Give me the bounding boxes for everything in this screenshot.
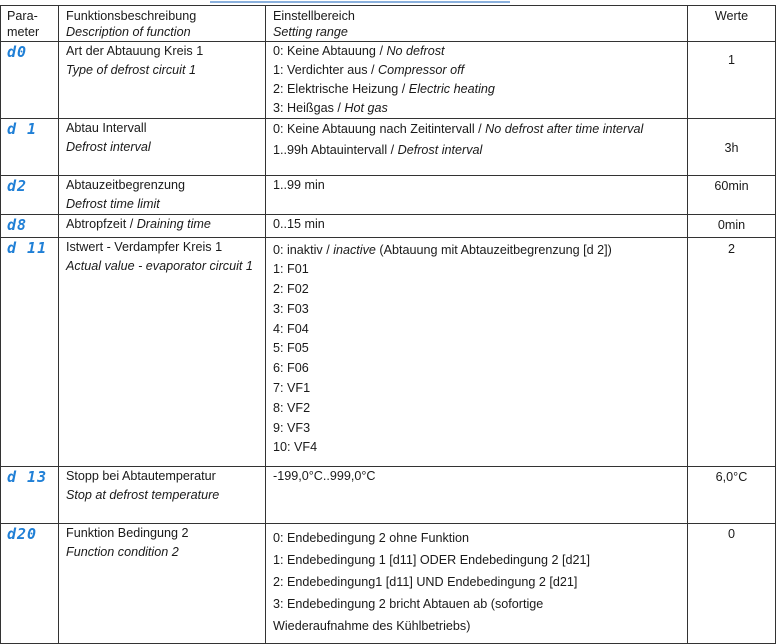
range-line-tail: (Abtauung mit Abtauzeitbegrenzung [d 2]) — [375, 242, 612, 257]
range-line — [273, 300, 687, 320]
range-line — [273, 527, 687, 549]
param-value: 1 — [727, 53, 735, 67]
range-line-de: 3: Endebedingung 2 bricht Abtauen ab (sofortige — [273, 596, 544, 611]
param-value: 6,0°C — [715, 469, 748, 484]
header-range-en: Setting range — [273, 25, 348, 39]
param-value: 60min — [714, 179, 749, 193]
function-cell — [59, 523, 266, 643]
param-code: d8 — [7, 216, 28, 234]
param-cell — [1, 523, 59, 643]
param-cell — [1, 176, 59, 215]
header-function — [59, 6, 266, 42]
range-line-de: 3: Heißgas / — [273, 101, 345, 115]
value-cell — [688, 237, 776, 466]
function-line-en: Stop at defrost temperature — [66, 487, 220, 502]
header-function-de: Funktionsbeschreibung — [66, 9, 197, 23]
function-line — [66, 524, 265, 543]
value-cell — [688, 523, 776, 643]
range-line-de: -199,0°C..999,0°C — [273, 468, 376, 483]
range-line — [273, 549, 687, 571]
range-line-de: 1..99h Abtauintervall / — [273, 143, 398, 157]
param-code: d0 — [7, 43, 28, 61]
function-cell — [59, 215, 266, 238]
param-cell — [1, 42, 59, 119]
range-cell — [266, 215, 688, 238]
table-row — [1, 523, 776, 643]
function-line-en: Type of defrost circuit 1 — [66, 63, 196, 77]
range-line-de: 2: F02 — [273, 282, 309, 297]
function-line — [66, 467, 265, 486]
range-line — [273, 241, 687, 261]
value-cell — [688, 466, 776, 523]
range-cell — [266, 237, 688, 466]
range-line-de: 0: Keine Abtauung nach Zeitintervall / — [273, 122, 486, 136]
value-cell — [688, 215, 776, 238]
range-line — [273, 359, 687, 379]
range-line-de: 3: F03 — [273, 301, 309, 316]
value-cell — [688, 42, 776, 119]
heading-underline — [210, 0, 510, 3]
range-line-en: Defrost interval — [397, 143, 483, 157]
range-line-de: 7: VF1 — [273, 381, 311, 396]
range-cell — [266, 119, 688, 176]
function-line-de: Istwert - Verdampfer Kreis 1 — [66, 239, 223, 254]
range-line-de: 0: Endebedingung 2 ohne Funktion — [273, 530, 470, 545]
range-line-de: 1..99 min — [273, 178, 325, 192]
range-line — [273, 339, 687, 359]
function-cell — [59, 176, 266, 215]
range-line-de: 5: F05 — [273, 341, 309, 356]
range-line-de: 1: Verdichter aus / — [273, 63, 379, 77]
function-line — [66, 257, 265, 276]
param-value: 2 — [727, 241, 735, 256]
range-line-de: 2: Endebedingung1 [d11] UND Endebedingung 2 [d21] — [273, 574, 578, 589]
range-line-de: 2: Elektrische Heizung / — [273, 82, 409, 96]
function-cell — [59, 42, 266, 119]
range-line-de: 10: VF4 — [273, 440, 318, 455]
function-cell — [59, 237, 266, 466]
range-cell — [266, 42, 688, 119]
header-values-label: Werte — [714, 9, 749, 23]
range-line — [273, 215, 687, 234]
function-line — [66, 176, 265, 195]
range-line — [273, 593, 687, 615]
range-line — [273, 61, 687, 80]
function-cell — [59, 466, 266, 523]
header-range — [266, 6, 688, 42]
range-line — [273, 99, 687, 118]
range-cell — [266, 176, 688, 215]
function-line-de: Abtauzeitbegrenzung — [66, 178, 186, 192]
function-line — [66, 195, 265, 214]
range-line — [273, 176, 687, 195]
range-line-en: Electric heating — [408, 82, 495, 96]
table-row — [1, 466, 776, 523]
table-row — [1, 42, 776, 119]
param-code: d20 — [7, 524, 38, 543]
function-line-en: Actual value - evaporator circuit 1 — [66, 258, 253, 273]
range-line-en: inactive — [333, 242, 376, 257]
range-line-de: 0: Keine Abtauung / — [273, 44, 387, 58]
param-code: d 13 — [7, 467, 48, 486]
function-line-en: Defrost time limit — [66, 197, 160, 211]
function-line-en: Draining time — [136, 217, 211, 231]
function-line — [66, 543, 265, 562]
function-line-de: Funktion Bedingung 2 — [66, 525, 189, 540]
function-cell — [59, 119, 266, 176]
header-range-de: Einstellbereich — [273, 9, 355, 23]
range-line-en: Hot gas — [344, 101, 388, 115]
range-line — [273, 438, 687, 458]
range-line-de: 1: F01 — [273, 262, 309, 277]
range-line — [273, 379, 687, 399]
value-cell — [688, 176, 776, 215]
value-cell — [688, 119, 776, 176]
param-value: 0 — [727, 526, 735, 541]
table-row — [1, 237, 776, 466]
param-code: d 1 — [7, 120, 38, 138]
header-param-line1: Para- — [7, 9, 38, 23]
range-line — [273, 80, 687, 99]
range-line-de: 0..15 min — [273, 217, 325, 231]
table-row — [1, 176, 776, 215]
function-line — [66, 42, 265, 61]
range-line-de: 6: F06 — [273, 361, 309, 376]
range-line — [273, 320, 687, 340]
function-line-de: Art der Abtauung Kreis 1 — [66, 44, 204, 58]
function-line-de: Stopp bei Abtautemperatur — [66, 468, 216, 483]
param-code: d 11 — [7, 238, 48, 257]
range-line-en: No defrost after time interval — [485, 122, 644, 136]
range-line-de: 8: VF2 — [273, 400, 311, 415]
function-line-de: Abtau Intervall — [66, 121, 147, 135]
table-row — [1, 215, 776, 238]
table-row — [1, 119, 776, 176]
range-line-de: 0: inaktiv / — [273, 242, 334, 257]
header-function-en: Description of function — [66, 25, 191, 39]
function-line — [66, 215, 265, 234]
function-line — [66, 486, 265, 505]
param-cell — [1, 466, 59, 523]
param-cell — [1, 237, 59, 466]
param-code: d2 — [7, 177, 28, 195]
table-header-row — [1, 6, 776, 42]
range-line-de: Wiederaufnahme des Kühlbetriebs) — [273, 618, 471, 633]
range-line — [273, 140, 687, 161]
range-line — [273, 615, 687, 637]
param-value: 3h — [724, 141, 739, 155]
range-cell — [266, 466, 688, 523]
param-value: 0min — [717, 218, 746, 232]
range-line-de: 4: F04 — [273, 321, 309, 336]
range-line-en: No defrost — [386, 44, 445, 58]
header-values — [688, 6, 776, 42]
function-line — [66, 238, 265, 257]
range-line — [273, 260, 687, 280]
header-param-line2: meter — [7, 25, 40, 39]
range-line — [273, 467, 687, 486]
range-line-de: 1: Endebedingung 1 [d11] ODER Endebedingung 2 [d21] — [273, 552, 590, 567]
parameter-table — [0, 5, 776, 644]
range-line-en: Compressor off — [378, 63, 465, 77]
range-line — [273, 399, 687, 419]
param-cell — [1, 119, 59, 176]
header-param — [1, 6, 59, 42]
function-line — [66, 138, 265, 157]
function-line — [66, 61, 265, 80]
function-line-de: Abtropfzeit / — [66, 217, 137, 231]
function-line — [66, 119, 265, 138]
function-line-en: Function condition 2 — [66, 544, 179, 559]
range-line — [273, 571, 687, 593]
range-cell — [266, 523, 688, 643]
function-line-en: Defrost interval — [66, 140, 151, 154]
range-line — [273, 419, 687, 439]
range-line — [273, 42, 687, 61]
range-line — [273, 280, 687, 300]
range-line-de: 9: VF3 — [273, 420, 311, 435]
param-cell — [1, 215, 59, 238]
range-line — [273, 119, 687, 140]
